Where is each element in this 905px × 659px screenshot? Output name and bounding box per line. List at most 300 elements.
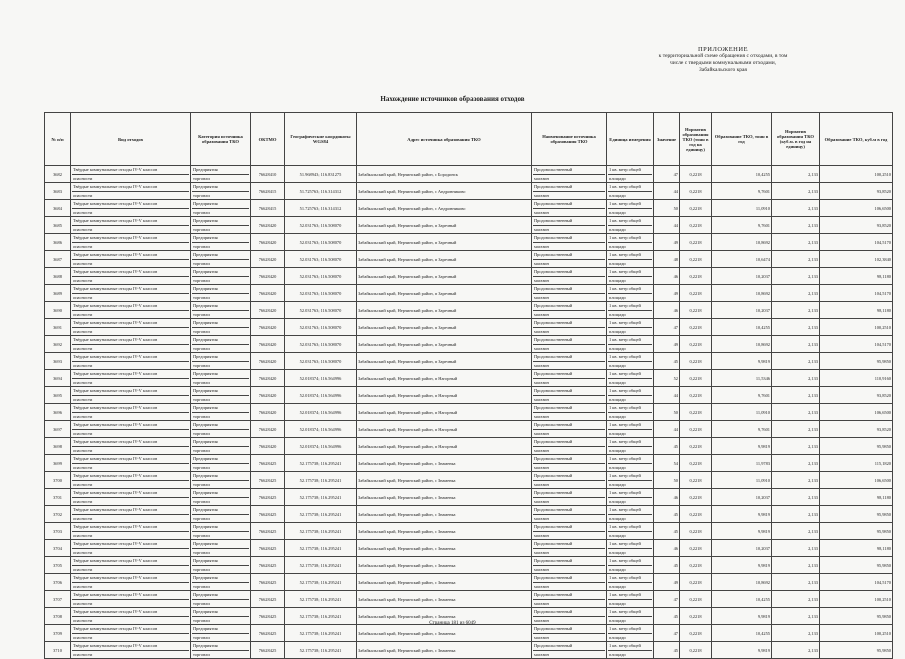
norm-tons-cell: 0,2218: [680, 540, 712, 557]
tko-tons-cell: 9,7601: [712, 421, 772, 438]
tko-m3-cell: 106,6500: [820, 200, 893, 217]
waste-type-cell: [71, 251, 191, 268]
source-name-cell-line1: Продовольственный: [533, 523, 605, 532]
norm-m3-cell: 2,133: [772, 234, 820, 251]
address-cell: Забайкальский край, Нерчинский район, с Знаменка: [357, 506, 532, 523]
table-row: [45, 574, 893, 591]
row-number: 3686: [45, 234, 71, 251]
table-row: [45, 455, 893, 472]
unit-cell-line1: 1 кв. метр общей: [608, 166, 652, 175]
oktmo-cell: 76628425: [251, 489, 285, 506]
coords-cell: 51.725763; 116.314312: [285, 183, 357, 200]
waste-type-cell: [71, 642, 191, 659]
category-cell: [191, 642, 251, 659]
value-cell: 49: [654, 574, 680, 591]
unit-cell: [607, 557, 654, 574]
source-name-cell-line2: магазин: [534, 294, 549, 300]
table-row: [45, 370, 893, 387]
oktmo-cell: 76628425: [251, 625, 285, 642]
unit-cell-line1: 1 кв. метр общей: [608, 591, 652, 600]
category-cell-line1: Предприятия: [192, 608, 249, 617]
category-cell: [191, 166, 251, 183]
source-name-cell-line1: Продовольственный: [533, 472, 605, 481]
source-name-cell-line1: Продовольственный: [533, 336, 605, 345]
source-name-cell-line1: Продовольственный: [533, 200, 605, 209]
value-cell: 46: [654, 540, 680, 557]
address-cell: Забайкальский край, Нерчинский район, п Нагорный: [357, 421, 532, 438]
tko-m3-cell: 93,8520: [820, 217, 893, 234]
category-cell-line2: торговли: [193, 583, 210, 589]
category-cell-line2: торговли: [193, 294, 210, 300]
category-cell-line1: Предприятия: [192, 574, 249, 583]
source-name-cell-line2: магазин: [534, 617, 549, 623]
source-name-cell-line2: магазин: [534, 277, 549, 283]
tko-m3-cell: 104,5170: [820, 285, 893, 302]
source-name-cell-line1: Продовольственный: [533, 540, 605, 549]
category-cell-line2: торговли: [193, 634, 210, 640]
category-cell: [191, 251, 251, 268]
waste-type-cell-line2: опасности: [73, 532, 93, 538]
oktmo-cell: 76628425: [251, 557, 285, 574]
col-header-value: Значение: [654, 113, 680, 166]
oktmo-cell: 76628420: [251, 336, 285, 353]
unit-cell: [607, 166, 654, 183]
waste-type-cell-line1: Твёрдые коммунальные отходы IV-V классов: [72, 438, 189, 447]
unit-cell-line2: площади: [609, 362, 626, 368]
source-name-cell-line2: магазин: [534, 464, 549, 470]
tko-m3-cell: 98,1180: [820, 268, 893, 285]
table-row: [45, 234, 893, 251]
source-name-cell-line2: магазин: [534, 175, 549, 181]
source-name-cell: [532, 370, 607, 387]
source-name-cell-line1: Продовольственный: [533, 421, 605, 430]
category-cell-line2: торговли: [193, 498, 210, 504]
tko-tons-cell: 9,9819: [712, 438, 772, 455]
category-cell-line1: Предприятия: [192, 523, 249, 532]
source-name-cell: [532, 217, 607, 234]
waste-type-cell-line1: Твёрдые коммунальные отходы IV-V классов: [72, 336, 189, 345]
source-name-cell-line2: магазин: [534, 600, 549, 606]
source-name-cell: [532, 319, 607, 336]
waste-type-cell-line2: опасности: [73, 277, 93, 283]
value-cell: 44: [654, 387, 680, 404]
page-counter: Страница 181 из 6049: [429, 621, 476, 626]
source-name-cell: [532, 455, 607, 472]
table-header-row: [45, 113, 893, 166]
category-cell-line2: торговли: [193, 532, 210, 538]
tko-m3-cell: 100,2510: [820, 166, 893, 183]
waste-type-cell-line1: Твёрдые коммунальные отходы IV-V классов: [72, 625, 189, 634]
category-cell-line1: Предприятия: [192, 200, 249, 209]
tko-tons-cell: 9,7601: [712, 183, 772, 200]
coords-cell: 52.175738; 116.295241: [285, 472, 357, 489]
category-cell-line2: торговли: [193, 566, 210, 572]
source-name-cell-line1: Продовольственный: [533, 574, 605, 583]
category-cell: [191, 574, 251, 591]
value-cell: 50: [654, 472, 680, 489]
appendix-line: Забайкальского края: [699, 67, 747, 73]
source-name-cell-line1: Продовольственный: [533, 506, 605, 515]
waste-type-cell-line2: опасности: [73, 260, 93, 266]
source-name-cell-line2: магазин: [534, 328, 549, 334]
norm-tons-cell: 0,2218: [680, 574, 712, 591]
category-cell-line1: Предприятия: [192, 268, 249, 277]
source-name-cell-line1: Продовольственный: [533, 625, 605, 634]
norm-m3-cell: 2,133: [772, 625, 820, 642]
source-name-cell-line1: Продовольственный: [533, 319, 605, 328]
oktmo-cell: 76628425: [251, 455, 285, 472]
waste-type-cell: [71, 506, 191, 523]
waste-type-cell: [71, 370, 191, 387]
unit-cell: [607, 268, 654, 285]
oktmo-cell: 76628410: [251, 166, 285, 183]
row-number: 3683: [45, 183, 71, 200]
row-number: 3685: [45, 217, 71, 234]
norm-m3-cell: 2,133: [772, 183, 820, 200]
address-cell: Забайкальский край, Нерчинский район, с Бородинск: [357, 166, 532, 183]
waste-type-cell: [71, 421, 191, 438]
source-name-cell: [532, 523, 607, 540]
waste-type-cell-line2: опасности: [73, 294, 93, 300]
waste-type-cell: [71, 574, 191, 591]
coords-cell: 52.031763; 116.508070: [285, 336, 357, 353]
waste-type-cell: [71, 319, 191, 336]
source-name-cell-line2: магазин: [534, 498, 549, 504]
source-name-cell-line2: магазин: [534, 532, 549, 538]
value-cell: 48: [654, 251, 680, 268]
unit-cell: [607, 183, 654, 200]
source-name-cell-line1: Продовольственный: [533, 591, 605, 600]
value-cell: 49: [654, 336, 680, 353]
waste-type-cell-line2: опасности: [73, 243, 93, 249]
unit-cell-line1: 1 кв. метр общей: [608, 319, 652, 328]
category-cell-line1: Предприятия: [192, 166, 249, 175]
tko-tons-cell: 9,9819: [712, 557, 772, 574]
norm-tons-cell: 0,2218: [680, 455, 712, 472]
norm-m3-cell: 2,133: [772, 642, 820, 659]
unit-cell-line1: 1 кв. метр общей: [608, 234, 652, 243]
source-name-cell-line2: магазин: [534, 447, 549, 453]
waste-type-cell-line2: опасности: [73, 464, 93, 470]
waste-type-cell-line1: Твёрдые коммунальные отходы IV-V классов: [72, 574, 189, 583]
tko-tons-cell: 9,9819: [712, 523, 772, 540]
col-header-address: Адрес источника образования ТКО: [357, 113, 532, 166]
coords-cell: 52.031763; 116.508070: [285, 217, 357, 234]
category-cell-line1: Предприятия: [192, 455, 249, 464]
address-cell: Забайкальский край, Нерчинский район, п Нагорный: [357, 438, 532, 455]
address-cell: Забайкальский край, Нерчинский район, с Знаменка: [357, 574, 532, 591]
address-cell: Забайкальский край, Нерчинский район, п Заречный: [357, 302, 532, 319]
category-cell: [191, 200, 251, 217]
norm-tons-cell: 0,2218: [680, 370, 712, 387]
norm-tons-cell: 0,2218: [680, 302, 712, 319]
tko-tons-cell: 10,8692: [712, 336, 772, 353]
address-cell: Забайкальский край, Нерчинский район, п Заречный: [357, 251, 532, 268]
row-number: 3710: [45, 642, 71, 659]
unit-cell-line1: 1 кв. метр общей: [608, 455, 652, 464]
unit-cell-line1: 1 кв. метр общей: [608, 387, 652, 396]
unit-cell: [607, 625, 654, 642]
unit-cell-line1: 1 кв. метр общей: [608, 302, 652, 311]
waste-type-cell-line1: Твёрдые коммунальные отходы IV-V классов: [72, 455, 189, 464]
coords-cell: 52.031763; 116.508070: [285, 268, 357, 285]
category-cell-line1: Предприятия: [192, 387, 249, 396]
tko-m3-cell: 98,1180: [820, 302, 893, 319]
waste-type-cell-line2: опасности: [73, 651, 93, 657]
oktmo-cell: 76628425: [251, 523, 285, 540]
appendix-line: к территориальной схеме обращения с отходами, в том: [658, 53, 788, 59]
oktmo-cell: 76628415: [251, 183, 285, 200]
table-row: [45, 438, 893, 455]
waste-type-cell-line1: Твёрдые коммунальные отходы IV-V классов: [72, 404, 189, 413]
address-cell: Забайкальский край, Нерчинский район, п Нагорный: [357, 404, 532, 421]
unit-cell-line2: площади: [609, 243, 626, 249]
source-name-cell: [532, 625, 607, 642]
waste-type-cell-line1: Твёрдые коммунальные отходы IV-V классов: [72, 234, 189, 243]
unit-cell: [607, 472, 654, 489]
norm-tons-cell: 0,2218: [680, 642, 712, 659]
waste-type-cell: [71, 285, 191, 302]
oktmo-cell: 76628420: [251, 404, 285, 421]
row-number: 3709: [45, 625, 71, 642]
norm-m3-cell: 2,133: [772, 455, 820, 472]
table-row: [45, 302, 893, 319]
unit-cell-line2: площади: [609, 260, 626, 266]
category-cell: [191, 489, 251, 506]
waste-type-cell-line2: опасности: [73, 566, 93, 572]
category-cell-line1: Предприятия: [192, 557, 249, 566]
source-name-cell: [532, 404, 607, 421]
unit-cell-line2: площади: [609, 328, 626, 334]
value-cell: 45: [654, 642, 680, 659]
tko-tons-cell: 11,9783: [712, 455, 772, 472]
col-header-category: Категория источника образования ТКО: [191, 113, 251, 166]
coords-cell: 52.018374; 116.564996: [285, 404, 357, 421]
oktmo-cell: 76628415: [251, 200, 285, 217]
category-cell-line2: торговли: [193, 243, 210, 249]
unit-cell-line2: площади: [609, 651, 626, 657]
source-name-cell-line2: магазин: [534, 515, 549, 521]
unit-cell: [607, 591, 654, 608]
value-cell: 46: [654, 302, 680, 319]
appendix-block: [623, 46, 823, 74]
tko-m3-cell: 95,9850: [820, 523, 893, 540]
col-header-tko-m3: Образование ТКО, куб.м в год: [820, 113, 893, 166]
oktmo-cell: 76628420: [251, 268, 285, 285]
tko-m3-cell: 93,8520: [820, 183, 893, 200]
address-cell: Забайкальский край, Нерчинский район, с Знаменка: [357, 489, 532, 506]
unit-cell-line2: площади: [609, 515, 626, 521]
row-number: 3699: [45, 455, 71, 472]
value-cell: 44: [654, 421, 680, 438]
source-name-cell-line2: магазин: [534, 634, 549, 640]
unit-cell: [607, 642, 654, 659]
coords-cell: 51.725763; 116.314312: [285, 200, 357, 217]
source-name-cell-line1: Продовольственный: [533, 251, 605, 260]
category-cell-line1: Предприятия: [192, 506, 249, 515]
unit-cell: [607, 200, 654, 217]
row-number: 3704: [45, 540, 71, 557]
category-cell-line1: Предприятия: [192, 302, 249, 311]
category-cell-line2: торговли: [193, 600, 210, 606]
source-name-cell: [532, 353, 607, 370]
row-number: 3693: [45, 353, 71, 370]
oktmo-cell: 76628420: [251, 217, 285, 234]
value-cell: 49: [654, 234, 680, 251]
value-cell: 50: [654, 200, 680, 217]
unit-cell-line1: 1 кв. метр общей: [608, 200, 652, 209]
source-name-cell-line1: Продовольственный: [533, 438, 605, 447]
waste-type-cell: [71, 523, 191, 540]
unit-cell: [607, 319, 654, 336]
address-cell: Забайкальский край, Нерчинский район, с Знаменка: [357, 642, 532, 659]
source-name-cell: [532, 540, 607, 557]
waste-type-cell-line1: Твёрдые коммунальные отходы IV-V классов: [72, 591, 189, 600]
unit-cell: [607, 387, 654, 404]
oktmo-cell: 76628425: [251, 591, 285, 608]
waste-type-cell-line2: опасности: [73, 396, 93, 402]
unit-cell-line1: 1 кв. метр общей: [608, 268, 652, 277]
norm-m3-cell: 2,133: [772, 523, 820, 540]
source-name-cell: [532, 472, 607, 489]
unit-cell-line1: 1 кв. метр общей: [608, 438, 652, 447]
category-cell: [191, 217, 251, 234]
norm-tons-cell: 0,2218: [680, 591, 712, 608]
tko-m3-cell: 95,9850: [820, 438, 893, 455]
waste-type-cell-line2: опасности: [73, 600, 93, 606]
unit-cell: [607, 506, 654, 523]
category-cell: [191, 285, 251, 302]
unit-cell: [607, 370, 654, 387]
category-cell-line1: Предприятия: [192, 421, 249, 430]
appendix-heading: ПРИЛОЖЕНИЕ: [697, 46, 749, 53]
unit-cell: [607, 285, 654, 302]
norm-tons-cell: 0,2218: [680, 557, 712, 574]
tko-tons-cell: 9,7601: [712, 387, 772, 404]
source-name-cell: [532, 285, 607, 302]
category-cell: [191, 455, 251, 472]
table-row: [45, 591, 893, 608]
table-row: [45, 268, 893, 285]
category-cell-line1: Предприятия: [192, 319, 249, 328]
waste-type-cell-line2: опасности: [73, 515, 93, 521]
tko-m3-cell: 95,9850: [820, 608, 893, 625]
tko-m3-cell: 100,2510: [820, 625, 893, 642]
tko-m3-cell: 100,2510: [820, 319, 893, 336]
tko-m3-cell: 110,9160: [820, 370, 893, 387]
waste-type-cell-line2: опасности: [73, 481, 93, 487]
address-cell: Забайкальский край, Нерчинский район, п Заречный: [357, 268, 532, 285]
unit-cell-line2: площади: [609, 294, 626, 300]
coords-cell: 52.031763; 116.508070: [285, 251, 357, 268]
unit-cell-line1: 1 кв. метр общей: [608, 557, 652, 566]
waste-type-cell-line1: Твёрдые коммунальные отходы IV-V классов: [72, 302, 189, 311]
waste-type-cell: [71, 353, 191, 370]
oktmo-cell: 76628420: [251, 302, 285, 319]
waste-type-cell-line2: опасности: [73, 634, 93, 640]
unit-cell: [607, 234, 654, 251]
category-cell-line2: торговли: [193, 277, 210, 283]
row-number: 3682: [45, 166, 71, 183]
address-cell: Забайкальский край, Нерчинский район, с Знаменка: [357, 523, 532, 540]
norm-tons-cell: 0,2218: [680, 319, 712, 336]
norm-tons-cell: 0,2218: [680, 608, 712, 625]
unit-cell: [607, 574, 654, 591]
waste-type-cell-line1: Твёрдые коммунальные отходы IV-V классов: [72, 642, 189, 651]
waste-type-cell-line2: опасности: [73, 226, 93, 232]
tko-m3-cell: 106,6500: [820, 472, 893, 489]
norm-tons-cell: 0,2218: [680, 353, 712, 370]
coords-cell: 52.175738; 116.295241: [285, 608, 357, 625]
row-number: 3705: [45, 557, 71, 574]
oktmo-cell: 76628420: [251, 421, 285, 438]
tko-m3-cell: 100,2510: [820, 591, 893, 608]
category-cell-line1: Предприятия: [192, 591, 249, 600]
row-number: 3687: [45, 251, 71, 268]
waste-type-cell-line1: Твёрдые коммунальные отходы IV-V классов: [72, 166, 189, 175]
row-number: 3697: [45, 421, 71, 438]
address-cell: Забайкальский край, Нерчинский район, с Знаменка: [357, 591, 532, 608]
category-cell: [191, 319, 251, 336]
source-name-cell-line2: магазин: [534, 311, 549, 317]
category-cell: [191, 540, 251, 557]
coords-cell: 52.175738; 116.295241: [285, 506, 357, 523]
norm-tons-cell: 0,2218: [680, 523, 712, 540]
category-cell-line1: Предприятия: [192, 625, 249, 634]
address-cell: Забайкальский край, Нерчинский район, п Заречный: [357, 336, 532, 353]
value-cell: 47: [654, 166, 680, 183]
waste-type-cell-line1: Твёрдые коммунальные отходы IV-V классов: [72, 421, 189, 430]
waste-type-cell: [71, 404, 191, 421]
tko-tons-cell: 10,4255: [712, 625, 772, 642]
row-number: 3701: [45, 489, 71, 506]
tko-tons-cell: 10,4255: [712, 319, 772, 336]
waste-type-cell: [71, 455, 191, 472]
oktmo-cell: 76628425: [251, 472, 285, 489]
value-cell: 54: [654, 455, 680, 472]
category-cell-line1: Предприятия: [192, 285, 249, 294]
waste-type-cell: [71, 183, 191, 200]
source-name-cell: [532, 302, 607, 319]
tko-tons-cell: 11,5346: [712, 370, 772, 387]
value-cell: 44: [654, 217, 680, 234]
waste-type-cell-line2: опасности: [73, 311, 93, 317]
unit-cell-line1: 1 кв. метр общей: [608, 608, 652, 617]
waste-type-cell: [71, 234, 191, 251]
oktmo-cell: 76628425: [251, 540, 285, 557]
source-name-cell-line2: магазин: [534, 549, 549, 555]
source-name-cell-line2: магазин: [534, 566, 549, 572]
oktmo-cell: 76628420: [251, 319, 285, 336]
source-name-cell-line1: Продовольственный: [533, 166, 605, 175]
category-cell: [191, 625, 251, 642]
tko-m3-cell: 95,9850: [820, 557, 893, 574]
table-row: [45, 200, 893, 217]
category-cell: [191, 183, 251, 200]
unit-cell: [607, 336, 654, 353]
table-row: [45, 166, 893, 183]
norm-tons-cell: 0,2218: [680, 404, 712, 421]
row-number: 3707: [45, 591, 71, 608]
coords-cell: 52.031763; 116.508070: [285, 353, 357, 370]
unit-cell-line2: площади: [609, 226, 626, 232]
category-cell: [191, 353, 251, 370]
tko-tons-cell: 11,0910: [712, 404, 772, 421]
unit-cell: [607, 455, 654, 472]
unit-cell-line2: площади: [609, 413, 626, 419]
unit-cell-line2: площади: [609, 566, 626, 572]
source-name-cell-line1: Продовольственный: [533, 608, 605, 617]
